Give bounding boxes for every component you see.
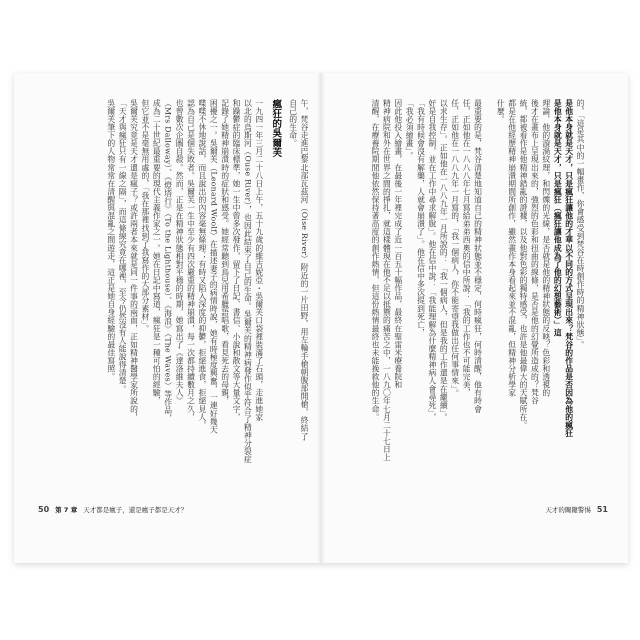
text-column: 什麼。 xyxy=(496,99,506,124)
text-column: 以求生存」。正如他在一八八九年一月所說的：「我一個病人，但是我的工作還是在繼續」。 xyxy=(439,99,449,422)
text-column: 統，都被看作是他精神錯亂的證據，以及他對色彩的獨特感受，也許是他最偉大的天賦所在。 xyxy=(519,99,529,430)
text-column: 一九四一年三月二十八日上午，五十九歲的維吉妮亞・吳爾芙口袋裡裝滿了石頭，走進她家 xyxy=(254,99,264,421)
text-column: 午，梵谷走進巴黎北部瓦茲河（Oise River）附近的一片田野，用左輪手槍朝腹部開槍，終結了 xyxy=(300,99,309,441)
chapter-label: 第 7 章 xyxy=(55,506,78,514)
chapter-title: 天才都是瘋子，還是瘋子都是天才？ xyxy=(83,506,188,514)
running-title: 天才的關鍵警惕 xyxy=(545,506,591,514)
right-text-block xyxy=(345,99,585,487)
page-number: 50 xyxy=(38,505,50,514)
text-column: 最重要的是，梵谷清楚地知道自己的精神狀態並不穩定，何時瘋狂，何時清醒，他有時會 xyxy=(473,99,483,413)
text-column: 清醒，在療養院期間他依然保持著高度的創作熱情，但這份熱情最終也未能挽救他的生命。 xyxy=(370,99,380,421)
text-column: 「我有時候會沒有解藥，人就會崩潰了」。他在信中多次提到死亡， xyxy=(416,99,426,337)
text-column: 都是在他經歷精神崩潰期間所創作，雖然畫作本身看起來並不混亂，但精神分析學家 xyxy=(507,99,517,397)
text-column: 認為自己是個失敗者。吳爾芙一生中至少有四次嚴重的精神崩潰，每一次都持續數月之久， xyxy=(186,99,196,421)
text-column: 因此他投入繪畫，在最後一年裡完成了近一百五十幅作品，最終在聖雷米療養院和 xyxy=(393,99,403,389)
text-column: 任，正如他在一八八八年七月寫給弟弟西奧的信中所說：「我的工作也不可能完美， xyxy=(462,99,472,397)
text-column: （Mrs Dalloway）、《燈塔行》（To the Lighthouse）、《海浪》（The Waves）等作品， xyxy=(163,99,173,423)
text-column: 成為二十世紀最重要的現代主義作家之一。她在日記中寫道，瘋狂是一種可怕的經驗， xyxy=(152,99,162,405)
text-column-bold: 是他本身就是天才，只是瘋狂（瘋狂讓他成為了他的幻想藝術）」這 xyxy=(553,99,563,337)
left-text-block xyxy=(61,99,309,487)
text-column: 精神病院和外在世界之間的掙扎，就這樣體現在他不足以抵禦的痛苦之中，一八九〇年七月二十七日上 xyxy=(382,99,392,462)
text-column: 「我必須繪畫」。 xyxy=(405,99,415,160)
text-column: 理論，他的漩渦紋理，和閃爍的光線，是否就是他的精神狀態的反映？色彩和透視的 xyxy=(541,99,551,397)
text-column: 自己的生命。 xyxy=(288,99,298,148)
text-column: 吳爾芙究竟是天才還是瘋子？或許兩者本來就是同一件事的兩面，正如精神醫學家所說的， xyxy=(129,99,139,421)
text-column: 後才在畫布上呈現出來的，強烈的色彩和扭曲的線條，是否是他的幻覺所造成的？梵谷 xyxy=(530,99,540,405)
left-page xyxy=(14,73,321,563)
text-column: 喋喋不休地說話，而且說出的內容毫無條理；有時又陷入深度的抑鬱，拒絕進食，拒絕見人， xyxy=(197,99,207,430)
text-column: 困擾之一。吳爾芙（Leonard Woolf）在描述妻子的病情時說，她有時極度興奮，一連好幾天 xyxy=(209,99,219,434)
left-footer xyxy=(38,505,187,514)
text-column: 任，正如他在一八八九年一月寫的，「我一個病人，你不能寄望我做出任何事情來」。 xyxy=(450,99,460,398)
text-column: 的，「這是其中的一幅畫作，你會感受到梵谷在時創作時的精神狀態」。 xyxy=(576,99,585,349)
page-number: 51 xyxy=(596,505,608,514)
text-column: 但它並不是毫無用處的，「我在那裡找到了我寫作的大部分素材」。 xyxy=(140,99,150,333)
text-column: 記錄了她精神崩潰時的症狀和感受。她經常聽到鳥兒用希臘語唱歌，看見死去的母親， xyxy=(220,99,230,405)
right-footer xyxy=(545,505,608,514)
text-column: 也曾數次企圖自殺。然而，正是在精神狀態相對平穩的時期，她寫出了《達洛維夫人》 xyxy=(175,99,185,405)
right-page xyxy=(321,73,628,563)
text-column: 以北的烏斯河（Ouse River），也因此結束了自己的生命。吳爾芙的精神病發作似乎符合了精神分裂症 xyxy=(243,99,253,464)
text-column: 好是自我控制，並在工作中尋求解脫」。他在信中說：「我能理解為什麼精神病人會尋死」， xyxy=(427,99,437,422)
text-column: 和躁鬱症的臨床標準，她一生中曾多次發作，留下了日記、書信、小說和散文等大量文字， xyxy=(232,99,242,421)
text-column: 吳爾芙筆下的人物常常在清醒與混亂之間遊走，這正是她自身經驗的最佳寫照。 xyxy=(106,99,116,381)
text-column: 「天才與瘋狂只有一線之隔」，而這條線究竟在哪裡，至今仍然沒有人能說得清楚。 xyxy=(118,99,128,393)
section-heading: 瘋狂的吳爾芙 xyxy=(270,99,282,158)
book-spread xyxy=(14,73,628,563)
paragraph-break xyxy=(484,99,494,487)
text-column-bold: 是他本身就是天才，只是瘋狂讓他的才華以不同的方式呈現出來？梵谷的作品是否因為他的瘋狂 xyxy=(564,99,574,438)
